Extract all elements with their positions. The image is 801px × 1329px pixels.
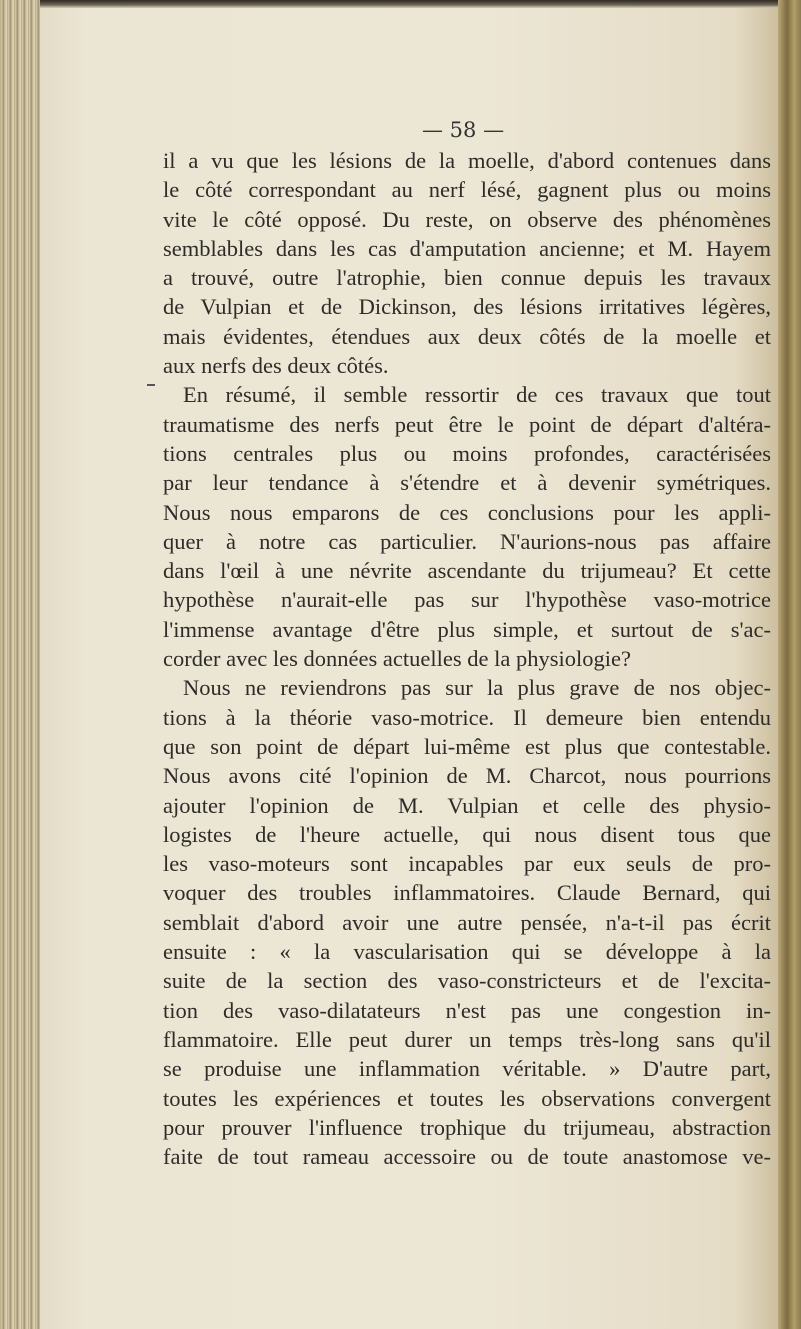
- text-line: vite le côté opposé. Du reste, on observe des phénomènes: [163, 206, 771, 232]
- text-line: aux nerfs des deux côtés.: [163, 353, 389, 379]
- text-line: que son point de départ lui-même est plus que contestable.: [163, 733, 771, 759]
- top-page-edge: [40, 0, 778, 8]
- text-line: tions à la théorie vaso-motrice. Il demeure bien entendu: [163, 704, 771, 730]
- text-line: tions centrales plus ou moins profondes, caractérisées: [163, 440, 771, 466]
- text-line: Nous nous emparons de ces conclusions pour les appli-: [163, 499, 771, 525]
- text-line: traumatisme des nerfs peut être le point de départ d'altéra-: [163, 411, 771, 437]
- text-line: toutes les expériences et toutes les observations convergent: [163, 1085, 771, 1111]
- text-line: flammatoire. Elle peut durer un temps très-long sans qu'il: [163, 1026, 771, 1052]
- text-line: par leur tendance à s'étendre et à devenir symétriques.: [163, 470, 771, 496]
- text-line: voquer des troubles inflammatoires. Claude Bernard, qui: [163, 880, 771, 906]
- text-line: suite de la section des vaso-constricteurs et de l'excita-: [163, 968, 771, 994]
- text-line: Nous avons cité l'opinion de M. Charcot, nous pourrions: [163, 763, 771, 789]
- text-line: corder avec les données actuelles de la physiologie?: [163, 646, 631, 672]
- text-line: se produise une inflammation véritable. » D'autre part,: [163, 1056, 771, 1082]
- text-line: mais évidentes, étendues aux deux côtés de la moelle et: [163, 323, 771, 349]
- page-number: — 58 —: [422, 118, 505, 142]
- text-line: tion des vaso-dilatateurs n'est pas une congestion in-: [163, 997, 771, 1023]
- text-line: ajouter l'opinion de M. Vulpian et celle des physio-: [163, 792, 771, 818]
- text-line: a trouvé, outre l'atrophie, bien connue depuis les travaux: [163, 265, 771, 291]
- body-text: [163, 146, 771, 1171]
- text-line: pour prouver l'influence trophique du trijumeau, abstraction: [163, 1114, 771, 1140]
- text-line: quer à notre cas particulier. N'aurions-nous pas affaire: [163, 528, 771, 554]
- text-line: semblables dans les cas d'amputation ancienne; et M. Hayem: [163, 235, 771, 261]
- page-fore-edge: [778, 0, 801, 1329]
- text-line: le côté correspondant au nerf lésé, gagnent plus ou moins: [163, 177, 771, 203]
- text-line: faite de tout rameau accessoire ou de toute anastomose ve-: [163, 1144, 771, 1170]
- text-line: l'immense avantage d'être plus simple, et surtout de s'ac-: [163, 616, 771, 642]
- text-line: dans l'œil à une névrite ascendante du trijumeau? Et cette: [163, 558, 771, 584]
- text-line: de Vulpian et de Dickinson, des lésions irritatives légères,: [163, 294, 771, 320]
- text-line: hypothèse n'aurait-elle pas sur l'hypothèse vaso-motrice: [163, 587, 771, 613]
- text-line: les vaso-moteurs sont incapables par eux seuls de pro-: [163, 851, 771, 877]
- text-line: semblait d'abord avoir une autre pensée, n'a-t-il pas écrit: [163, 909, 771, 935]
- margin-mark: [147, 384, 155, 386]
- book-spine-edge: [0, 0, 40, 1329]
- text-line: il a vu que les lésions de la moelle, d'abord contenues dans: [163, 148, 771, 173]
- text-line: Nous ne reviendrons pas sur la plus grave de nos objec-: [183, 675, 771, 701]
- text-line: ensuite : « la vascularisation qui se développe à la: [163, 939, 771, 965]
- text-line: logistes de l'heure actuelle, qui nous disent tous que: [163, 821, 771, 847]
- text-line: En résumé, il semble ressortir de ces travaux que tout: [183, 382, 771, 408]
